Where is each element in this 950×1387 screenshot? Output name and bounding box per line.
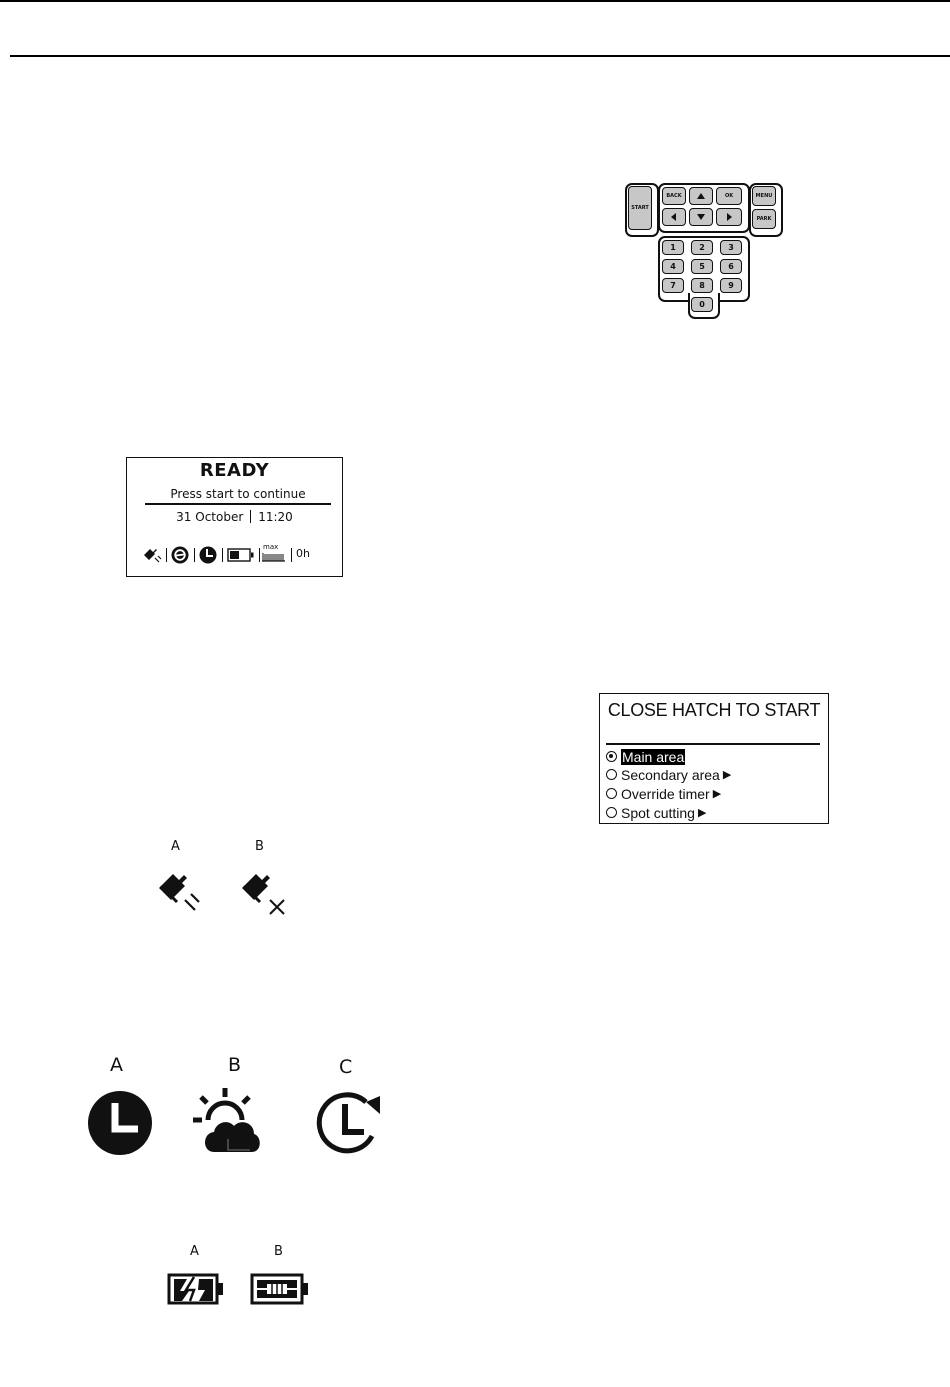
- status-bar: [143, 544, 343, 566]
- option-spot-cutting[interactable]: [606, 804, 706, 821]
- key-3[interactable]: 3: [720, 240, 742, 255]
- back-key[interactable]: BACK: [662, 187, 686, 205]
- key-1[interactable]: 1: [662, 240, 684, 255]
- operating-hours: 0h: [296, 547, 310, 560]
- display-separator: [250, 510, 251, 523]
- radio-icon: [606, 769, 617, 780]
- header-divider: [10, 55, 950, 57]
- cutting-height-label: max: [263, 543, 279, 551]
- battery-charging-icon: [167, 1272, 225, 1306]
- hatch-display: [599, 693, 829, 824]
- figure-label-b: B: [274, 1244, 283, 1259]
- hatch-divider: [606, 743, 820, 745]
- ok-key[interactable]: OK: [716, 187, 742, 205]
- option-main-area[interactable]: [606, 748, 685, 765]
- gps-no-signal-icon: [240, 866, 290, 916]
- display-divider: [145, 504, 331, 505]
- arrow-down-icon: [696, 212, 706, 222]
- left-arrow-key[interactable]: [662, 208, 686, 226]
- arrow-right-icon: [724, 212, 734, 222]
- display-datetime: [127, 510, 342, 524]
- down-arrow-key[interactable]: [689, 208, 713, 226]
- timer-override-icon: [316, 1088, 384, 1156]
- key-0[interactable]: 0: [691, 297, 713, 312]
- display-message: Press start to continue: [145, 487, 331, 504]
- display-title: READY: [199, 460, 270, 481]
- figure-label-c: C: [339, 1056, 353, 1078]
- arrow-up-icon: [696, 191, 706, 201]
- up-arrow-key[interactable]: [689, 187, 713, 205]
- figure-label-b: B: [228, 1054, 242, 1076]
- submenu-arrow-icon: ▶: [712, 788, 722, 800]
- park-key[interactable]: PARK: [752, 209, 776, 229]
- figure-label-b: B: [255, 839, 264, 854]
- start-key[interactable]: START: [628, 186, 652, 230]
- option-label: Main area: [622, 748, 685, 765]
- right-arrow-key[interactable]: [716, 208, 742, 226]
- weather-timer-icon: [192, 1086, 270, 1158]
- arrow-left-icon: [669, 212, 679, 222]
- keypad-illustration: [625, 183, 783, 319]
- display-date: 31 October: [176, 510, 244, 524]
- key-7[interactable]: 7: [662, 278, 684, 293]
- gps-signal-icon: [157, 866, 201, 916]
- status-separator: [222, 548, 223, 562]
- key-4[interactable]: 4: [662, 259, 684, 274]
- submenu-arrow-icon: ▶: [697, 807, 707, 819]
- status-separator: [259, 548, 260, 562]
- status-separator: [291, 548, 292, 562]
- menu-key[interactable]: MENU: [752, 186, 776, 206]
- key-2[interactable]: 2: [691, 240, 713, 255]
- eco-mode-icon: [171, 546, 189, 564]
- option-override-timer[interactable]: [606, 785, 721, 802]
- radio-icon: [606, 807, 617, 818]
- key-8[interactable]: 8: [691, 278, 713, 293]
- status-separator: [194, 548, 195, 562]
- gps-signal-icon: [143, 546, 163, 564]
- display-time: 11:20: [258, 510, 293, 524]
- radio-icon: [606, 788, 617, 799]
- hatch-title: CLOSE HATCH TO START: [607, 700, 821, 720]
- status-separator: [166, 548, 167, 562]
- key-6[interactable]: 6: [720, 259, 742, 274]
- ready-display: [126, 457, 343, 577]
- clock-icon: [199, 546, 217, 564]
- key-5[interactable]: 5: [691, 259, 713, 274]
- figure-label-a: A: [110, 1054, 123, 1076]
- figure-label-a: A: [190, 1244, 199, 1259]
- submenu-arrow-icon: ▶: [722, 769, 732, 781]
- header-rule: [0, 0, 950, 2]
- option-label: Secondary area: [621, 766, 720, 783]
- option-label: Spot cutting: [621, 804, 695, 821]
- key-9[interactable]: 9: [720, 278, 742, 293]
- cutting-height-icon: [262, 552, 286, 562]
- figure-label-a: A: [171, 839, 180, 854]
- option-label: Override timer: [621, 785, 710, 802]
- battery-icon: [227, 548, 255, 562]
- clock-icon: [87, 1090, 153, 1156]
- radio-selected-icon: [606, 751, 617, 762]
- option-secondary-area[interactable]: [606, 766, 731, 783]
- battery-charging-station-icon: [250, 1272, 310, 1306]
